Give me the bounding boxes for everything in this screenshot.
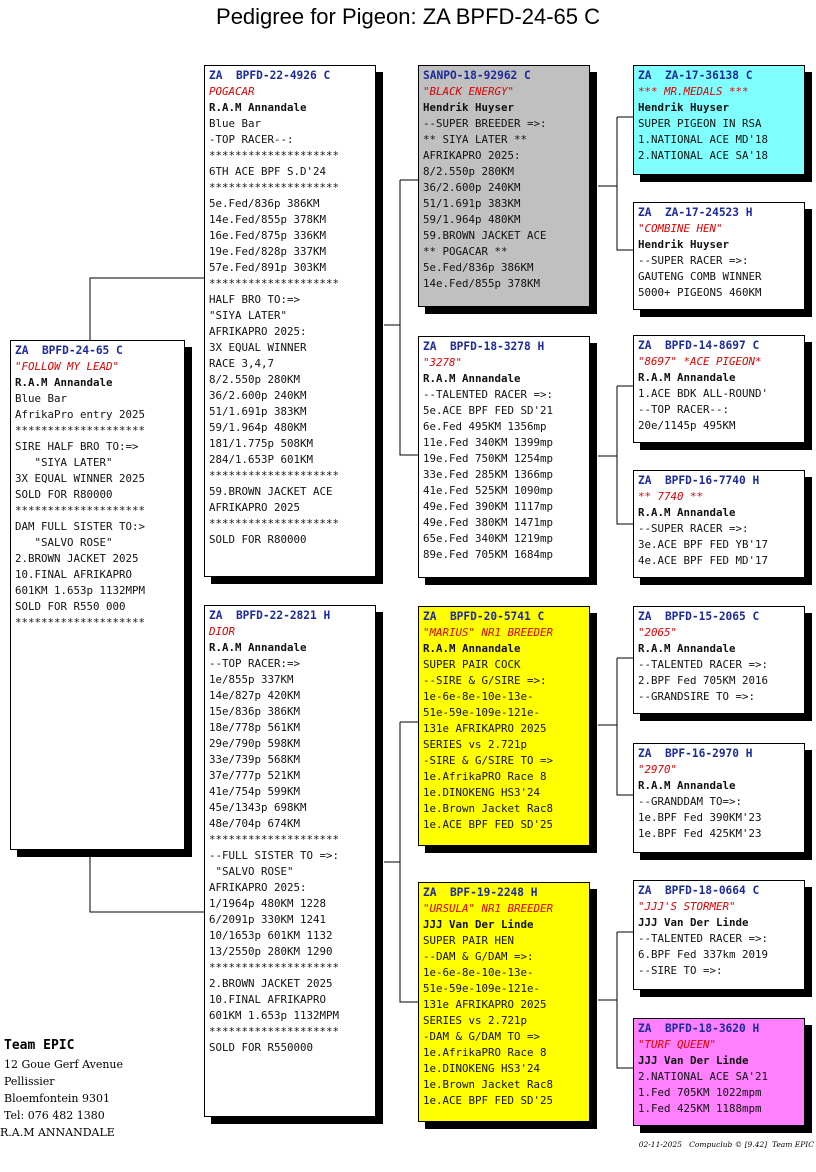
- pigeon-name: ** 7740 **: [638, 490, 704, 503]
- pedigree-box-sds: [633, 335, 805, 443]
- pedigree-line: 601KM 1.653p 1132MPM: [209, 1009, 340, 1022]
- pedigree-line: 45e/1343p 698KM: [209, 801, 307, 814]
- pedigree-line: SIRE HALF BRO TO:=>: [15, 440, 139, 453]
- connector-subject-dam: [90, 848, 204, 912]
- pedigree-line: 1.NATIONAL ACE MD'18: [638, 133, 769, 146]
- pedigree-line: 10.FINAL AFRIKAPRO: [15, 568, 133, 581]
- pedigree-line: AFRIKAPRO 2025:: [209, 325, 307, 338]
- footer-credit: 02-11-2025 Compuclub © [9.42] Team EPIC: [638, 1140, 814, 1149]
- pedigree-box-dsd: [633, 743, 805, 853]
- owner-name: JJJ Van Der Linde: [638, 916, 749, 929]
- pedigree-line: 1e-6e-8e-10e-13e-: [423, 966, 534, 979]
- ring-number: ZA BPF-16-2970 H: [638, 747, 753, 760]
- pedigree-line: 18e/778p 561KM: [209, 721, 301, 734]
- pedigree-line: 1e/855p 337KM: [209, 673, 294, 686]
- pedigree-line: --GRANDDAM TO=>:: [638, 795, 743, 808]
- pedigree-line: 3X EQUAL WINNER 2025: [15, 472, 146, 485]
- connector-subject-sire: [90, 278, 204, 340]
- pedigree-line: --TALENTED RACER =>:: [423, 388, 554, 401]
- pedigree-line: 8/2.550p 280KM: [423, 165, 515, 178]
- pedigree-line: 16e.Fed/875p 336KM: [209, 229, 327, 242]
- pedigree-line: 1.ACE BDK ALL-ROUND': [638, 387, 769, 400]
- ring-number: ZA BPFD-18-3620 H: [638, 1022, 760, 1035]
- pedigree-line: ** POGACAR **: [423, 245, 508, 258]
- pedigree-line: 41e/754p 599KM: [209, 785, 301, 798]
- pedigree-line: SOLD FOR R550000: [209, 1041, 314, 1054]
- pedigree-line: 15e/836p 386KM: [209, 705, 301, 718]
- pedigree-line: Blue Bar: [15, 392, 68, 405]
- pedigree-line: 5000+ PIGEONS 460KM: [638, 286, 762, 299]
- pedigree-line: 5e.Fed/836p 386KM: [423, 261, 534, 274]
- ring-number: ZA BPFD-24-65 C: [15, 344, 123, 357]
- pigeon-name: "FOLLOW MY LEAD": [15, 360, 120, 373]
- pedigree-line: 19e.Fed/828p 337KM: [209, 245, 327, 258]
- pedigree-box-dd: [418, 882, 590, 1122]
- pedigree-line: 14e.Fed/855p 378KM: [209, 213, 327, 226]
- ring-number: ZA ZA-17-24523 H: [638, 206, 753, 219]
- owner-name: Hendrik Huyser: [638, 238, 730, 251]
- pedigree-line: "SALVO ROSE": [209, 865, 294, 878]
- pedigree-line: 4e.ACE BPF FED MD'17: [638, 554, 769, 567]
- pedigree-line: ********************: [209, 1025, 340, 1038]
- connector-dam-ds: [400, 722, 418, 1002]
- pedigree-box-ddd: [633, 1018, 805, 1126]
- pedigree-line: 41e.Fed 525KM 1090mp: [423, 484, 554, 497]
- pedigree-line: 1.Fed 425KM 1188mpm: [638, 1102, 762, 1115]
- owner-name: R.A.M Annandale: [638, 371, 736, 384]
- pedigree-line: --TALENTED RACER =>:: [638, 932, 769, 945]
- pedigree-line: "SIYA LATER": [15, 456, 113, 469]
- pedigree-line: 89e.Fed 705KM 1684mp: [423, 548, 554, 561]
- pedigree-line: 59.BROWN JACKET ACE: [209, 485, 333, 498]
- pedigree-line: 13/2550p 280KM 1290: [209, 945, 333, 958]
- owner-name: R.A.M Annandale: [638, 506, 736, 519]
- pedigree-line: --FULL SISTER TO =>:: [209, 849, 340, 862]
- pigeon-name: "MARIUS" NR1 BREEDER: [423, 626, 554, 639]
- pedigree-line: AFRIKAPRO 2025: [209, 501, 301, 514]
- ring-number: ZA BPFD-18-0664 C: [638, 884, 760, 897]
- pedigree-line: "SALVO ROSE": [15, 536, 113, 549]
- pedigree-line: 59.BROWN JACKET ACE: [423, 229, 547, 242]
- pedigree-box-dam: [204, 605, 376, 1117]
- pedigree-line: 1e.ACE BPF FED SD'25: [423, 818, 554, 831]
- pedigree-line: -TOP RACER--:: [209, 133, 294, 146]
- pedigree-line: 181/1.775p 508KM: [209, 437, 314, 450]
- pedigree-line: SUPER PIGEON IN RSA: [638, 117, 762, 130]
- pedigree-line: 49e.Fed 390KM 1117mp: [423, 500, 554, 513]
- pedigree-line: ********************: [15, 424, 146, 437]
- pedigree-line: 131e AFRIKAPRO 2025: [423, 722, 547, 735]
- pedigree-line: 19e.Fed 750KM 1254mp: [423, 452, 554, 465]
- pedigree-line: SUPER PAIR HEN: [423, 934, 515, 947]
- pedigree-line: ********************: [209, 517, 340, 530]
- pedigree-line: 6e.Fed 495KM 1356mp: [423, 420, 547, 433]
- pedigree-line: SOLD FOR R80000: [15, 488, 113, 501]
- pigeon-name: "8697" *ACE PIGEON*: [638, 355, 762, 368]
- pedigree-line: SERIES vs 2.721p: [423, 1014, 528, 1027]
- pedigree-line: ********************: [15, 504, 146, 517]
- ring-number: ZA BPFD-22-4926 C: [209, 69, 331, 82]
- pedigree-box-sss: [633, 65, 805, 175]
- pedigree-box-ds: [418, 606, 590, 846]
- pedigree-line: --GRANDSIRE TO =>:: [638, 690, 756, 703]
- owner-name: Hendrik Huyser: [638, 101, 730, 114]
- pigeon-name: "2065": [638, 626, 678, 639]
- team-info: [0, 1036, 124, 1141]
- pigeon-name: "BLACK ENERGY": [423, 85, 515, 98]
- pedigree-line: 11e.Fed 340KM 1399mp: [423, 436, 554, 449]
- pedigree-line: ********************: [209, 961, 340, 974]
- pedigree-line: 36/2.600p 240KM: [423, 181, 521, 194]
- pedigree-line: --DAM & G/DAM =>:: [423, 950, 534, 963]
- pedigree-line: 29e/790p 598KM: [209, 737, 301, 750]
- pedigree-box-subject: [10, 340, 185, 850]
- pedigree-line: ********************: [209, 469, 340, 482]
- pedigree-line: ********************: [15, 616, 146, 629]
- team-address-line: Bloemfontein 9301: [4, 1092, 110, 1105]
- pedigree-line: 2.NATIONAL ACE SA'21: [638, 1070, 769, 1083]
- pedigree-line: 2.NATIONAL ACE SA'18: [638, 149, 769, 162]
- pedigree-box-dds: [633, 880, 805, 990]
- pedigree-line: ********************: [209, 277, 340, 290]
- pedigree-line: RACE 3,4,7: [209, 357, 275, 370]
- pedigree-line: --TALENTED RACER =>:: [638, 658, 769, 671]
- pedigree-line: ********************: [209, 181, 340, 194]
- pedigree-line: 51/1.691p 383KM: [423, 197, 521, 210]
- owner-name: Hendrik Huyser: [423, 101, 515, 114]
- pedigree-line: AFRIKAPRO 2025:: [209, 881, 307, 894]
- pedigree-line: --SIRE TO =>:: [638, 964, 723, 977]
- pedigree-line: --SUPER RACER =>:: [638, 522, 749, 535]
- team-address-line: 12 Goue Gerf Avenue: [4, 1058, 124, 1071]
- pedigree-line: 6TH ACE BPF S.D'24: [209, 165, 327, 178]
- pedigree-box-sdd: [633, 470, 805, 578]
- connector-sire-ss: [400, 180, 418, 455]
- pedigree-line: 49e.Fed 380KM 1471mp: [423, 516, 554, 529]
- pedigree-line: 6.BPF Fed 337km 2019: [638, 948, 769, 961]
- owner-name: R.A.M Annandale: [209, 641, 307, 654]
- team-owner: R.A.M ANNANDALE: [0, 1126, 115, 1139]
- pigeon-name: "2970": [638, 763, 678, 776]
- owner-name: JJJ Van Der Linde: [423, 918, 534, 931]
- pedigree-box-sd: [418, 336, 590, 578]
- pedigree-line: AfrikaPro entry 2025: [15, 408, 146, 421]
- pedigree-line: 1e.ACE BPF FED SD'25: [423, 1094, 554, 1107]
- pedigree-line: 1e.AfrikaPRO Race 8: [423, 1046, 547, 1059]
- owner-name: R.A.M Annandale: [209, 101, 307, 114]
- ring-number: ZA BPFD-18-3278 H: [423, 340, 545, 353]
- pigeon-name: DIOR: [209, 625, 236, 638]
- pedigree-line: 601KM 1.653p 1132MPM: [15, 584, 146, 597]
- pedigree-line: 5e.Fed/836p 386KM: [209, 197, 320, 210]
- pedigree-line: 37e/777p 521KM: [209, 769, 301, 782]
- ring-number: ZA BPF-19-2248 H: [423, 886, 538, 899]
- pedigree-line: 14e.Fed/855p 378KM: [423, 277, 541, 290]
- pedigree-line: HALF BRO TO:=>: [209, 293, 301, 306]
- pedigree-line: 10/1653p 601KM 1132: [209, 929, 333, 942]
- pedigree-line: --TOP RACER--:: [638, 403, 730, 416]
- pedigree-line: 14e/827p 420KM: [209, 689, 301, 702]
- pigeon-name: "TURF QUEEN": [638, 1038, 717, 1051]
- pigeon-name: *** MR.MEDALS ***: [638, 85, 749, 98]
- pedigree-line: 2.BPF Fed 705KM 2016: [638, 674, 769, 687]
- pedigree-line: 65e.Fed 340KM 1219mp: [423, 532, 554, 545]
- owner-name: R.A.M Annandale: [15, 376, 113, 389]
- pedigree-line: 51e-59e-109e-121e-: [423, 706, 541, 719]
- pedigree-line: SUPER PAIR COCK: [423, 658, 521, 671]
- pedigree-line: 33e.Fed 285KM 1366mp: [423, 468, 554, 481]
- pedigree-line: 1e.BPF Fed 425KM'23: [638, 827, 762, 840]
- pedigree-line: 51/1.691p 383KM: [209, 405, 307, 418]
- pedigree-line: 1/1964p 480KM 1228: [209, 897, 327, 910]
- pedigree-line: 8/2.550p 280KM: [209, 373, 301, 386]
- pedigree-line: 3X EQUAL WINNER: [209, 341, 307, 354]
- owner-name: R.A.M Annandale: [423, 372, 521, 385]
- pedigree-line: SERIES vs 2.721p: [423, 738, 528, 751]
- pedigree-line: SOLD FOR R550 000: [15, 600, 126, 613]
- pedigree-line: 3e.ACE BPF FED YB'17: [638, 538, 769, 551]
- pedigree-line: 6/2091p 330KM 1241: [209, 913, 327, 926]
- pigeon-name: POGACAR: [209, 85, 255, 98]
- team-phone: Tel: 076 482 1380: [4, 1109, 105, 1122]
- pedigree-line: --SUPER BREEDER =>:: [423, 117, 547, 130]
- pedigree-line: --SIRE & G/SIRE =>:: [423, 674, 547, 687]
- owner-name: R.A.M Annandale: [638, 642, 736, 655]
- pedigree-line: 1e.Brown Jacket Rac8: [423, 1078, 554, 1091]
- pedigree-line: 1e.BPF Fed 390KM'23: [638, 811, 762, 824]
- pedigree-line: 20e/1145p 495KM: [638, 419, 736, 432]
- pedigree-line: 1e.AfrikaPRO Race 8: [423, 770, 547, 783]
- pedigree-line: 57e.Fed/891p 303KM: [209, 261, 327, 274]
- pedigree-line: 1.Fed 705KM 1022mpm: [638, 1086, 762, 1099]
- pedigree-box-ssd: [633, 202, 805, 310]
- pedigree-line: 10.FINAL AFRIKAPRO: [209, 993, 327, 1006]
- pedigree-line: ********************: [209, 833, 340, 846]
- pedigree-line: "SIYA LATER": [209, 309, 288, 322]
- page-title: Pedigree for Pigeon: ZA BPFD-24-65 C: [216, 4, 600, 29]
- pedigree-line: 59/1.964p 480KM: [423, 213, 521, 226]
- pedigree-line: 48e/704p 674KM: [209, 817, 301, 830]
- pedigree-line: SOLD FOR R80000: [209, 533, 307, 546]
- pedigree-line: 33e/739p 568KM: [209, 753, 301, 766]
- pedigree-line: 1e-6e-8e-10e-13e-: [423, 690, 534, 703]
- team-name: Team EPIC: [4, 1038, 75, 1053]
- pedigree-line: --SUPER RACER =>:: [638, 254, 749, 267]
- ring-number: SANPO-18-92962 C: [423, 69, 531, 82]
- pigeon-name: "JJJ'S STORMER": [638, 900, 736, 913]
- owner-name: R.A.M Annandale: [638, 779, 736, 792]
- ring-number: ZA BPFD-20-5741 C: [423, 610, 545, 623]
- pedigree-box-sire: [204, 65, 376, 577]
- pedigree-line: ********************: [209, 149, 340, 162]
- pigeon-name: "3278": [423, 356, 463, 369]
- pigeon-name: "COMBINE HEN": [638, 222, 723, 235]
- pedigree-line: DAM FULL SISTER TO:>: [15, 520, 146, 533]
- pedigree-line: -SIRE & G/SIRE TO =>: [423, 754, 554, 767]
- ring-number: ZA ZA-17-36138 C: [638, 69, 753, 82]
- pedigree-box-dss: [633, 606, 805, 714]
- ring-number: ZA BPFD-15-2065 C: [638, 610, 760, 623]
- owner-name: R.A.M Annandale: [423, 642, 521, 655]
- pigeon-name: "URSULA" NR1 BREEDER: [423, 902, 554, 915]
- team-address-line: Pellissier: [4, 1075, 55, 1088]
- pedigree-line: 51e-59e-109e-121e-: [423, 982, 541, 995]
- ring-number: ZA BPFD-22-2821 H: [209, 609, 331, 622]
- pedigree-line: -DAM & G/DAM TO =>: [423, 1030, 541, 1043]
- pedigree-line: 1e.DINOKENG HS3'24: [423, 786, 541, 799]
- pedigree-line: AFRIKAPRO 2025:: [423, 149, 521, 162]
- pedigree-box-ss: [418, 65, 590, 307]
- pedigree-line: 2.BROWN JACKET 2025: [15, 552, 139, 565]
- pedigree-line: ** SIYA LATER **: [423, 133, 528, 146]
- ring-number: ZA BPFD-14-8697 C: [638, 339, 760, 352]
- pedigree-line: 2.BROWN JACKET 2025: [209, 977, 333, 990]
- pedigree-line: 5e.ACE BPF FED SD'21: [423, 404, 554, 417]
- pedigree-line: Blue Bar: [209, 117, 262, 130]
- pedigree-line: 59/1.964p 480KM: [209, 421, 307, 434]
- owner-name: JJJ Van Der Linde: [638, 1054, 749, 1067]
- pedigree-line: 36/2.600p 240KM: [209, 389, 307, 402]
- pedigree-line: --TOP RACER:=>: [209, 657, 301, 670]
- pedigree-line: GAUTENG COMB WINNER: [638, 270, 762, 283]
- pedigree-line: 1e.Brown Jacket Rac8: [423, 802, 554, 815]
- ring-number: ZA BPFD-16-7740 H: [638, 474, 760, 487]
- pedigree-line: 1e.DINOKENG HS3'24: [423, 1062, 541, 1075]
- pedigree-line: 284/1.653P 601KM: [209, 453, 314, 466]
- pedigree-line: 131e AFRIKAPRO 2025: [423, 998, 547, 1011]
